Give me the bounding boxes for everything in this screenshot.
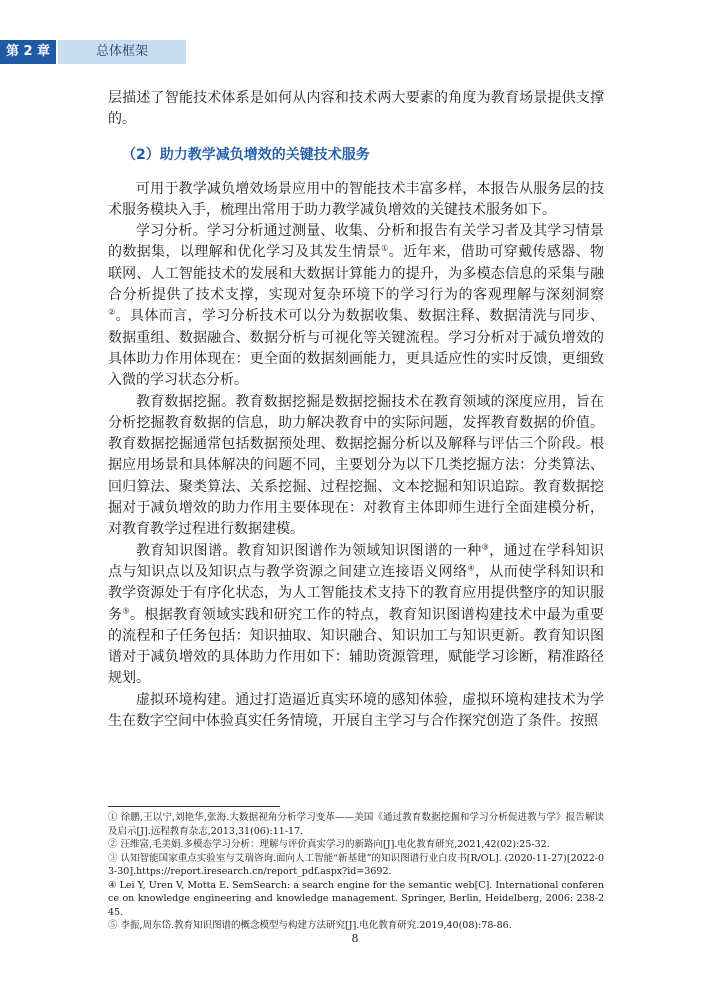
chapter-title: 总体框架 <box>58 40 186 64</box>
paragraph-data-mining: 教育数据挖掘。教育数据挖掘是数据挖掘技术在教育领域的深度应用，旨在分析挖掘教育数据的信息，助力解决教育中的实际问题，发挥教育数据的价值。教育数据挖掘通常包括数据预处理、数据挖掘分析以及解释与评估三个阶段。根据应用场景和具体解决的问题不同，主要划分为以下几类挖掘方法：分类算法、回归算法、聚类算法、关系挖掘、过程挖掘、文本挖掘和知识追踪。教育数据挖掘对于减负增效的助力作用主要体现在：对教育主体即师生进行全面建模分析，对教育教学过程进行数据建模。 <box>108 393 604 538</box>
text-run: 。具体而言，学习分析技术可以分为数据收集、数据注释、数据清洗与同步、数据重组、数据融合、数据分析与可视化等关键流程。学习分析对于减负增效的具体助力作用体现在：更全面的数据刻画能力，更具适应性的实时反馈，更细致入微的学习状态分析。 <box>108 308 605 389</box>
footnote-ref-3[interactable]: ③ <box>481 541 490 551</box>
footnote-item: ④ Lei Y, Uren V, Motta E. SemSearch: a search engine for the semantic web[C]. International conference on knowledge engineering and knowledge management. Springer, Berlin, Heidelberg, 2006: 238-245. <box>108 879 604 918</box>
text-run: 。根据教育领域实践和研究工作的特点，教育知识图谱构建技术中最为重要的流程和子任务包括：知识抽取、知识融合、知识加工与知识更新。教育知识图谱对于减负增效的具体助力作用如下：辅助资源管理，赋能学习诊断，精准路径规划。 <box>108 606 605 687</box>
footnote-ref-5[interactable]: ⑤ <box>122 605 130 615</box>
text-run: ，从而使学科知识和教学资源处于有序化状态，为人工智能技术支持下的教育应用提供整序的知识服务 <box>108 563 605 623</box>
paragraph-virtual-environment: 虚拟环境构建。通过打造逼近真实环境的感知体验，虚拟环境构建技术为学生在数字空间中体验真实任务情境，开展自主学习与合作探究创造了条件。按照 <box>108 691 604 730</box>
paragraph-intro: 可用于教学减负增效场景应用中的智能技术丰富多样，本报告从服务层的技术服务模块入手，梳理出常用于助力教学减负增效的关键技术服务如下。 <box>108 180 604 218</box>
chapter-badge: 第 2 章 <box>0 40 56 64</box>
footnote-ref-2[interactable]: ② <box>108 307 116 317</box>
paragraph-knowledge-graph <box>108 541 604 690</box>
footnote-ref-1[interactable]: ① <box>381 243 389 253</box>
text-run: 学习分析。学习分析通过测量、收集、分析和报告有关学习者及其学习情景的数据集，以理解和优化学习及其发生情景 <box>108 223 604 261</box>
text-run: 教育知识图谱。教育知识图谱作为领域知识图谱的一种 <box>136 542 482 559</box>
footnote-item: ③ 认知智能国家重点实验室与艾瑞咨询.面向人工智能“新基建”的知识图谱行业白皮书[R/OL]. (2020-11-27)[2022-03-30].https://report.iresearch.cn/report_pdf.aspx?id=3692. <box>108 852 604 877</box>
page-number: 8 <box>351 932 359 945</box>
footnote-item: ⑤ 李振,周东岱.教育知识图谱的概念模型与构建方法研究[J].电化教育研究.2019,40(08):78-86. <box>108 920 512 931</box>
footnotes <box>108 811 604 933</box>
footnote-item: ② 汪维富,毛美娟.多模态学习分析：理解与评价真实学习的新路向[J].电化教育研究,2021,42(02):25-32. <box>108 839 550 850</box>
section-heading: （2）助力教学减负增效的关键技术服务 <box>122 146 370 163</box>
footnote-divider <box>108 806 280 807</box>
paragraph-continued: 层描述了智能技术体系是如何从内容和技术两大要素的角度为教育场景提供支撑的。 <box>108 90 604 128</box>
footnote-ref-4[interactable]: ④ <box>467 563 475 573</box>
footnote-item: ① 徐鹏,王以宁,刘艳华,张海.大数据视角分析学习变革——美国《通过教育数据挖掘和学习分析促进教与学》报告解读及启示[J].远程教育杂志,2013,31(06):11-17. <box>108 812 604 837</box>
paragraph-learning-analytics <box>108 221 604 391</box>
text-run: 。近年来，借助可穿戴传感器、物联网、人工智能技术的发展和大数据计算能力的提升，为多模态信息的采集与融合分析提供了技术支撑，实现对复杂环境下的学习行为的客观理解与深刻洞察 <box>108 244 605 304</box>
text-run: ，通过在学科知识点与知识点以及知识点与教学资源之间建立连接语义网络 <box>108 542 605 580</box>
main-text <box>108 88 604 732</box>
